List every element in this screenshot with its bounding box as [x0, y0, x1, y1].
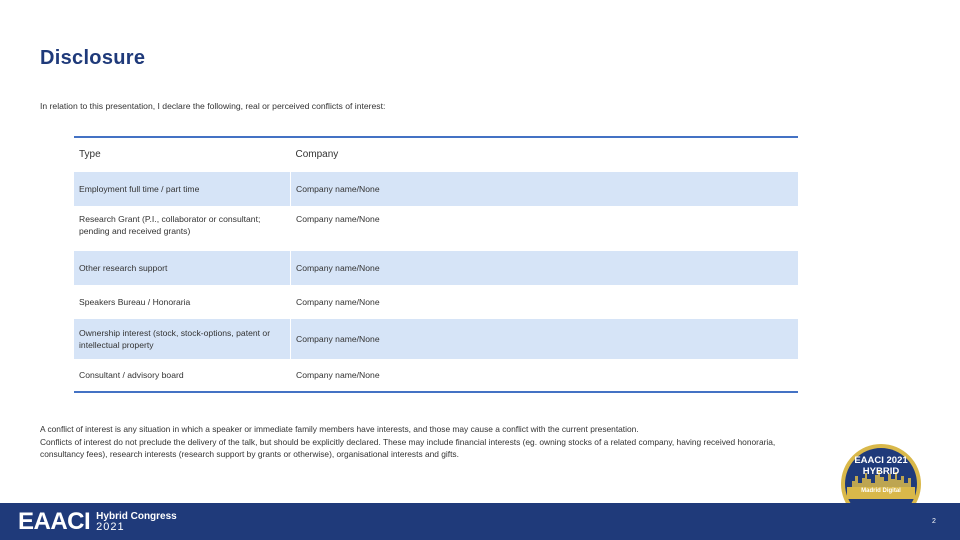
badge-line-2: HYBRID [862, 466, 900, 477]
page-number: 2 [932, 518, 936, 525]
row-type: Research Grant (P.I., collaborator or consultant; pending and received grants) [79, 214, 261, 236]
note-line-2: Conflicts of interest do not preclude the delivery of the talk, but should be explicitly declared. These may include financial interests (eg. owning stocks of a related company, having received honoraria, consultancy fees), research interests (research support by grants or otherwise), organisational interests and gifts. [40, 436, 776, 459]
logo-sub-line-2: 2021 [96, 520, 125, 533]
row-type: Employment full time / part time [74, 172, 291, 206]
row-company: Company name/None [291, 251, 799, 285]
eaaci-logo [18, 508, 177, 535]
table-row [74, 359, 798, 392]
header-company: Company [295, 149, 339, 160]
row-type: Other research support [74, 251, 291, 285]
table-row [74, 285, 798, 319]
conflict-note [40, 423, 820, 461]
row-company: Company name/None [291, 285, 799, 319]
row-type: Speakers Bureau / Honoraria [79, 297, 191, 307]
badge-line-3: Madrid Digital [861, 488, 901, 494]
badge-line-1: EAACI 2021 [854, 455, 908, 466]
table-header-row [74, 137, 798, 172]
note-line-1: A conflict of interest is any situation in which a speaker or immediate family members have interests, and those may cause a conflict with the current presentation. [40, 424, 639, 434]
row-type: Consultant / advisory board [79, 370, 184, 380]
conflicts-table [74, 136, 798, 393]
header-type: Type [79, 149, 101, 160]
row-company: Company name/None [291, 319, 799, 359]
page-title: Disclosure [40, 47, 146, 69]
table-row [74, 251, 798, 285]
row-company: Company name/None [291, 359, 799, 392]
table-row [74, 172, 798, 206]
logo-subtitle [96, 511, 177, 533]
table-row [74, 206, 798, 251]
logo-sub-line-1: Hybrid Congress [96, 510, 177, 522]
logo-wordmark: EAACI [18, 507, 91, 535]
row-company: Company name/None [291, 206, 799, 251]
intro-text: In relation to this presentation, I declare the following, real or perceived conflicts of interest: [40, 101, 386, 111]
table-row [74, 319, 798, 359]
row-type: Ownership interest (stock, stock-options, patent or intellectual property [74, 319, 291, 359]
row-company: Company name/None [291, 172, 799, 206]
